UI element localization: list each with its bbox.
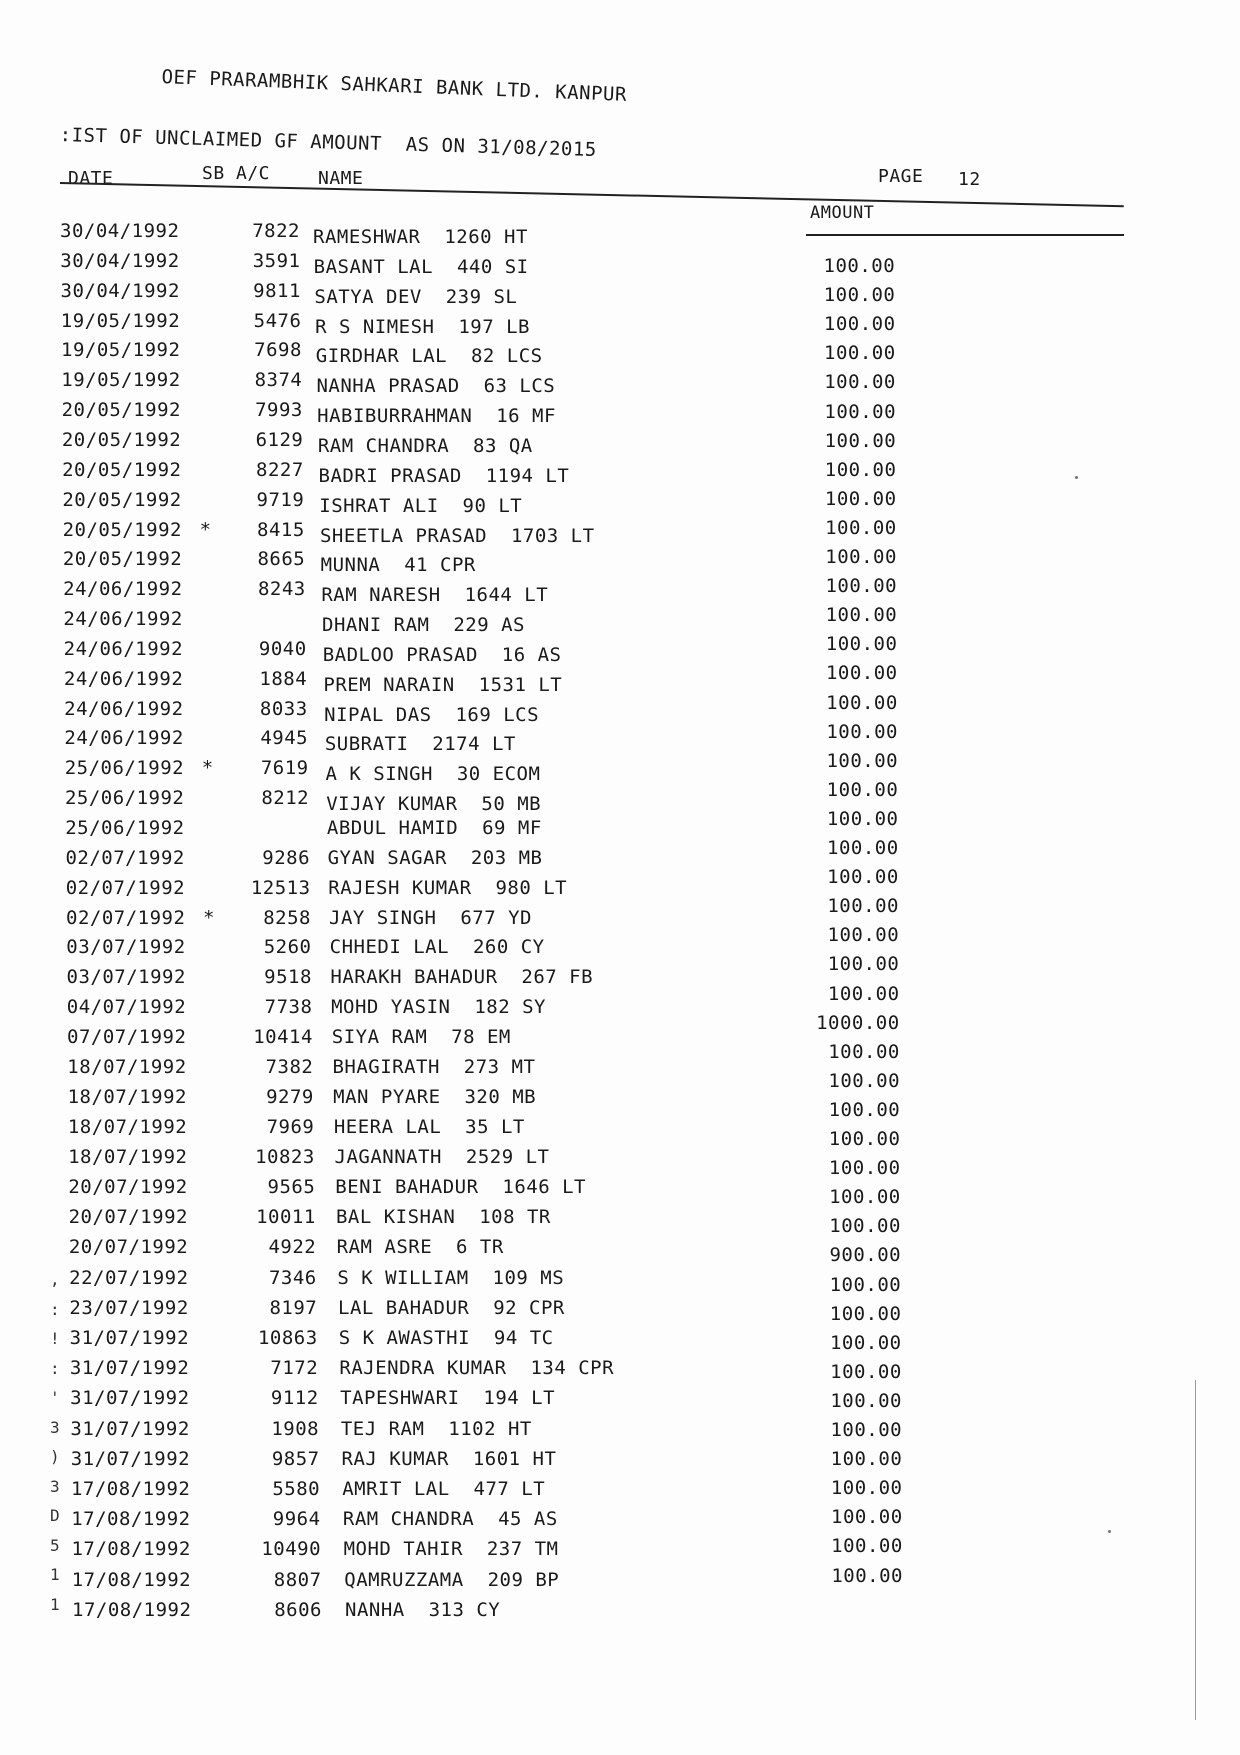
row-account: 9857 [271, 1447, 320, 1470]
row-date: 19/05/1992 [60, 309, 181, 332]
table-row [71, 1448, 1240, 1476]
table-row [72, 1599, 1240, 1627]
row-account: 10490 [261, 1538, 322, 1561]
row-account: 8258 [263, 906, 311, 929]
row-account: 10414 [253, 1025, 313, 1048]
row-account: 8197 [269, 1296, 318, 1319]
row-amount: 100.00 [825, 575, 898, 598]
row-amount: 900.00 [829, 1244, 902, 1267]
row-name: JAGANNATH 2529 LT [334, 1145, 550, 1168]
table-row [68, 1176, 1240, 1204]
row-account: 8415 [257, 518, 305, 541]
row-date: 18/07/1992 [67, 1055, 187, 1078]
row-name: RAJENDRA KUMAR 134 CPR [339, 1357, 615, 1380]
row-name: RAJESH KUMAR 980 LT [328, 876, 568, 899]
table-row [71, 1478, 1240, 1506]
row-amount: 100.00 [826, 778, 899, 801]
row-date: 17/08/1992 [72, 1598, 192, 1621]
row-date: 30/04/1992 [60, 220, 180, 242]
row-date: 20/05/1992 [62, 488, 182, 511]
margin-mark: 3 [50, 1417, 60, 1437]
row-account: 9811 [253, 279, 301, 302]
row-amount: 100.00 [824, 400, 897, 423]
row-account: 8665 [257, 548, 306, 571]
row-amount: 100.00 [830, 1389, 902, 1412]
table-row [71, 1508, 1240, 1536]
margin-mark: 5 [50, 1535, 60, 1555]
row-name: LAL BAHADUR 92 CPR [338, 1296, 565, 1319]
table-row [70, 1357, 1240, 1385]
table-row [62, 459, 1240, 487]
row-account: 4945 [260, 727, 309, 750]
table-row [61, 280, 1240, 308]
row-date: 24/06/1992 [63, 608, 183, 631]
row-name: TEJ RAM 1102 HT [340, 1417, 532, 1440]
row-account: 1908 [271, 1417, 320, 1440]
row-amount: 100.00 [823, 313, 896, 336]
row-account: 5580 [272, 1477, 321, 1500]
row-amount: 100.00 [828, 1040, 900, 1063]
page-number: 12 [958, 169, 981, 190]
table-row [69, 1267, 1240, 1295]
row-name: NIPAL DAS 169 LCS [324, 703, 540, 726]
row-account: 10823 [255, 1145, 315, 1168]
row-amount: 100.00 [826, 807, 899, 830]
margin-mark: : [50, 1358, 60, 1378]
table-row [67, 1056, 1240, 1084]
table-row [63, 608, 1240, 636]
row-account: 7346 [268, 1266, 317, 1289]
row-amount: 100.00 [825, 633, 898, 656]
row-account: 7738 [264, 996, 313, 1019]
row-account: 9964 [272, 1508, 321, 1531]
table-row [63, 578, 1240, 606]
table-row [62, 489, 1240, 517]
row-account: 9040 [258, 637, 307, 660]
row-amount: 100.00 [827, 866, 899, 889]
row-amount: 100.00 [828, 1157, 901, 1180]
scan-dot [1108, 1530, 1111, 1533]
row-date: 17/08/1992 [71, 1508, 191, 1531]
table-row [67, 1026, 1240, 1054]
row-amount: 100.00 [830, 1448, 903, 1471]
row-name: RAM CHANDRA 83 QA [317, 434, 533, 457]
row-amount: 100.00 [830, 1360, 902, 1383]
row-account: 6129 [255, 428, 304, 451]
row-amount: 100.00 [824, 487, 897, 510]
column-header-date: DATE [68, 168, 114, 189]
row-account: 4922 [268, 1236, 317, 1259]
row-account: 7172 [270, 1357, 319, 1380]
table-row [72, 1569, 1240, 1597]
row-name: GYAN SAGAR 203 MB [327, 846, 543, 869]
row-name: BADRI PRASAD 1194 LT [318, 464, 570, 487]
row-name: A K SINGH 30 ECOM [325, 763, 541, 786]
table-row [68, 1086, 1240, 1114]
row-name: BENI BAHADUR 1646 LT [335, 1175, 586, 1198]
table-row [68, 1236, 1240, 1267]
column-header-account: SB A/C [202, 163, 271, 184]
row-date: 23/07/1992 [69, 1296, 189, 1319]
row-account: 5476 [253, 309, 302, 332]
row-name: ABDUL HAMID 69 MF [326, 817, 542, 839]
row-amount: 100.00 [824, 342, 896, 365]
row-date: 04/07/1992 [66, 996, 187, 1019]
table-row [71, 1538, 1240, 1566]
column-header-amount: AMOUNT [810, 203, 875, 223]
row-name: RAJ KUMAR 1601 HT [341, 1447, 557, 1470]
row-date: 20/07/1992 [68, 1175, 188, 1198]
row-name: HABIBURRAHMAN 16 MF [317, 405, 556, 428]
row-date: 25/06/1992 [65, 817, 185, 839]
row-date: 18/07/1992 [68, 1145, 188, 1168]
row-date: 17/08/1992 [71, 1568, 192, 1591]
row-date: 30/04/1992 [60, 249, 180, 272]
scan-dot [1075, 476, 1078, 479]
column-header-name: NAME [318, 168, 364, 189]
row-amount: 100.00 [829, 1186, 901, 1209]
row-account: 8606 [274, 1598, 322, 1621]
row-star-marker: * [199, 518, 212, 541]
row-account: 10863 [257, 1326, 318, 1349]
table-row [61, 310, 1240, 338]
row-account: 1884 [259, 667, 308, 690]
row-account: 7822 [252, 220, 300, 242]
row-date: 19/05/1992 [61, 339, 181, 362]
table-row [66, 936, 1240, 964]
table-row [61, 369, 1240, 397]
table-row [62, 429, 1240, 457]
row-date: 22/07/1992 [69, 1266, 189, 1289]
table-row [67, 996, 1240, 1024]
row-star-marker: * [201, 757, 214, 780]
row-account: 7698 [254, 339, 302, 362]
row-account: 8212 [261, 787, 310, 810]
row-name: BHAGIRATH 273 MT [332, 1055, 536, 1078]
row-amount: 100.00 [830, 1477, 903, 1500]
row-account: 5260 [263, 936, 312, 959]
table-row [65, 817, 1240, 845]
row-name: BAL KISHAN 108 TR [335, 1206, 551, 1229]
row-date: 20/05/1992 [62, 458, 182, 481]
list-subtitle: :IST OF UNCLAIMED GF AMOUNT AS ON 31/08/2015 [59, 124, 598, 161]
table-row [69, 1297, 1240, 1325]
row-name: GIRDHAR LAL 82 LCS [315, 345, 543, 368]
row-date: 20/07/1992 [68, 1236, 189, 1259]
row-amount: 100.00 [823, 284, 896, 307]
margin-mark: ' [50, 1388, 60, 1407]
row-name: NANHA 313 CY [345, 1598, 501, 1621]
row-date: 19/05/1992 [61, 369, 181, 392]
row-amount: 100.00 [824, 371, 896, 394]
row-amount: 100.00 [827, 837, 899, 859]
table-row [64, 668, 1240, 696]
row-date: 17/08/1992 [71, 1538, 191, 1561]
row-date: 24/06/1992 [64, 727, 184, 750]
margin-mark: 1 [50, 1594, 60, 1614]
row-date: 20/05/1992 [61, 399, 181, 422]
row-amount: 100.00 [829, 1273, 902, 1296]
margin-mark: D [50, 1506, 60, 1525]
row-name: MOHD TAHIR 237 TM [343, 1538, 559, 1561]
row-account: 7969 [266, 1115, 315, 1138]
row-account: 9565 [267, 1175, 316, 1198]
row-name: SHEETLA PRASAD 1703 LT [319, 524, 595, 547]
row-date: 20/05/1992 [62, 518, 182, 541]
table-row [60, 250, 1240, 278]
row-name: RAM NARESH 1644 LT [321, 584, 549, 607]
table-row [60, 220, 1240, 248]
row-name: SUBRATI 2174 LT [324, 733, 516, 756]
row-name: JAY SINGH 677 YD [329, 906, 532, 929]
row-name: R S NIMESH 197 LB [315, 315, 530, 338]
row-amount: 100.00 [826, 691, 898, 714]
row-date: 24/06/1992 [63, 637, 184, 660]
row-account: 7619 [260, 757, 309, 780]
row-date: 18/07/1992 [67, 1115, 188, 1138]
table-row [67, 966, 1240, 994]
row-account: 10011 [256, 1206, 316, 1229]
row-name: S K WILLIAM 109 MS [337, 1266, 565, 1289]
row-account: 8243 [257, 578, 306, 601]
margin-mark: ) [50, 1447, 60, 1466]
row-date: 31/07/1992 [70, 1447, 191, 1470]
row-account: 9279 [266, 1085, 314, 1108]
table-row [70, 1387, 1240, 1415]
table-row [68, 1146, 1240, 1174]
row-name: ISHRAT ALI 90 LT [319, 494, 523, 517]
margin-mark: 3 [50, 1476, 60, 1496]
margin-mark: 1 [50, 1565, 60, 1584]
row-date: 24/06/1992 [64, 697, 184, 720]
row-date: 30/04/1992 [60, 279, 180, 302]
row-amount: 100.00 [831, 1506, 903, 1529]
row-name: BADLOO PRASAD 16 AS [322, 643, 562, 666]
margin-mark: ! [50, 1329, 60, 1348]
row-amount: 100.00 [827, 895, 899, 918]
row-account: 7993 [255, 399, 303, 422]
row-account: 8033 [259, 697, 308, 720]
row-name: CHHEDI LAL 260 CY [329, 936, 545, 959]
margin-mark: , [50, 1270, 60, 1289]
table-row [66, 877, 1240, 905]
row-name: RAM ASRE 6 TR [336, 1236, 504, 1259]
table-row [66, 907, 1240, 935]
row-date: 02/07/1992 [65, 876, 186, 899]
row-date: 17/08/1992 [70, 1477, 191, 1500]
row-star-marker: * [203, 906, 215, 929]
row-name: SIYA RAM 78 EM [331, 1025, 511, 1048]
table-row [65, 787, 1240, 815]
row-amount: 100.00 [828, 1069, 901, 1092]
row-amount: 100.00 [829, 1215, 901, 1238]
row-date: 20/07/1992 [68, 1206, 188, 1229]
row-amount: 100.00 [825, 516, 897, 539]
row-amount: 100.00 [829, 1331, 902, 1354]
table-row [70, 1327, 1240, 1355]
row-name: TAPESHWARI 194 LT [340, 1387, 556, 1410]
row-amount: 100.00 [826, 720, 898, 743]
row-account: 9518 [264, 966, 312, 989]
row-date: 24/06/1992 [63, 667, 184, 690]
row-amount: 100.00 [825, 662, 898, 685]
row-account: 9719 [256, 488, 305, 511]
row-amount: 100.00 [825, 604, 898, 627]
row-name: NANHA PRASAD 63 LCS [316, 375, 556, 398]
row-name: PREM NARAIN 1531 LT [323, 673, 563, 696]
row-date: 31/07/1992 [70, 1387, 190, 1410]
table-row [62, 399, 1240, 427]
bank-title: OEF PRARAMBHIK SAHKARI BANK LTD. KANPUR [161, 66, 628, 106]
row-amount: 100.00 [827, 924, 900, 947]
row-account: 8374 [254, 369, 303, 392]
row-date: 31/07/1992 [69, 1357, 190, 1380]
row-date: 03/07/1992 [66, 936, 186, 959]
row-date: 25/06/1992 [64, 757, 185, 780]
row-account: 12513 [250, 876, 311, 899]
row-name: MOHD YASIN 182 SY [331, 996, 546, 1019]
row-name: MAN PYARE 320 MB [333, 1085, 537, 1108]
row-date: 20/05/1992 [62, 548, 183, 571]
row-amount: 100.00 [824, 458, 897, 481]
row-name: RAMESHWAR 1260 HT [313, 226, 528, 248]
row-name: SATYA DEV 239 SL [314, 285, 518, 308]
row-account: 8227 [256, 458, 304, 481]
row-name: MUNNA 41 CPR [320, 554, 476, 577]
row-name: RAM CHANDRA 45 AS [342, 1508, 558, 1531]
row-date: 02/07/1992 [65, 846, 185, 869]
row-date: 02/07/1992 [66, 906, 186, 929]
row-amount: 100.00 [831, 1564, 903, 1587]
row-amount: 100.00 [830, 1419, 903, 1441]
row-name: DHANI RAM 229 AS [322, 614, 525, 637]
row-amount: 100.00 [827, 953, 900, 976]
row-name: HEERA LAL 35 LT [333, 1115, 525, 1138]
row-amount: 100.00 [828, 1128, 901, 1150]
row-account: 3591 [252, 249, 301, 272]
row-account: 8807 [273, 1568, 322, 1591]
table-row [64, 638, 1240, 666]
scan-artifact-line [1195, 1380, 1196, 1720]
table-row [65, 847, 1240, 875]
row-amount: 100.00 [823, 255, 896, 277]
row-amount: 100.00 [829, 1302, 902, 1325]
row-amount: 1000.00 [816, 1011, 900, 1034]
row-account: 7382 [265, 1055, 314, 1078]
margin-mark: : [50, 1299, 60, 1319]
row-date: 25/06/1992 [64, 787, 185, 810]
row-amount: 100.00 [828, 1098, 901, 1121]
row-date: 18/07/1992 [67, 1085, 187, 1108]
row-name: QAMRUZZAMA 209 BP [344, 1568, 560, 1591]
row-amount: 100.00 [824, 429, 897, 452]
page-label: PAGE [878, 166, 924, 187]
row-name: HARAKH BAHADUR 267 FB [330, 966, 594, 989]
row-name: BASANT LAL 440 SI [313, 255, 529, 278]
table-row [65, 757, 1240, 785]
row-date: 20/05/1992 [61, 428, 182, 451]
row-account: 9112 [270, 1387, 319, 1410]
table-row [61, 339, 1240, 367]
row-amount: 100.00 [826, 749, 899, 772]
row-name: VIJAY KUMAR 50 MB [326, 793, 542, 816]
row-amount: 100.00 [827, 982, 900, 1005]
table-row [63, 548, 1240, 576]
row-name: S K AWASTHI 94 TC [338, 1326, 554, 1349]
row-date: 31/07/1992 [69, 1326, 190, 1349]
row-date: 03/07/1992 [66, 966, 186, 989]
row-name: AMRIT LAL 477 LT [342, 1477, 546, 1500]
table-row [64, 698, 1240, 726]
row-date: 31/07/1992 [70, 1417, 190, 1440]
table-row [70, 1418, 1240, 1446]
row-date: 07/07/1992 [67, 1025, 187, 1048]
table-row [62, 516, 1240, 547]
row-amount: 100.00 [831, 1535, 903, 1558]
row-date: 24/06/1992 [63, 578, 183, 601]
row-account: 9286 [262, 846, 311, 869]
row-amount: 100.00 [825, 546, 897, 568]
table-row [64, 727, 1240, 755]
table-row [69, 1206, 1240, 1234]
table-row [68, 1116, 1240, 1144]
